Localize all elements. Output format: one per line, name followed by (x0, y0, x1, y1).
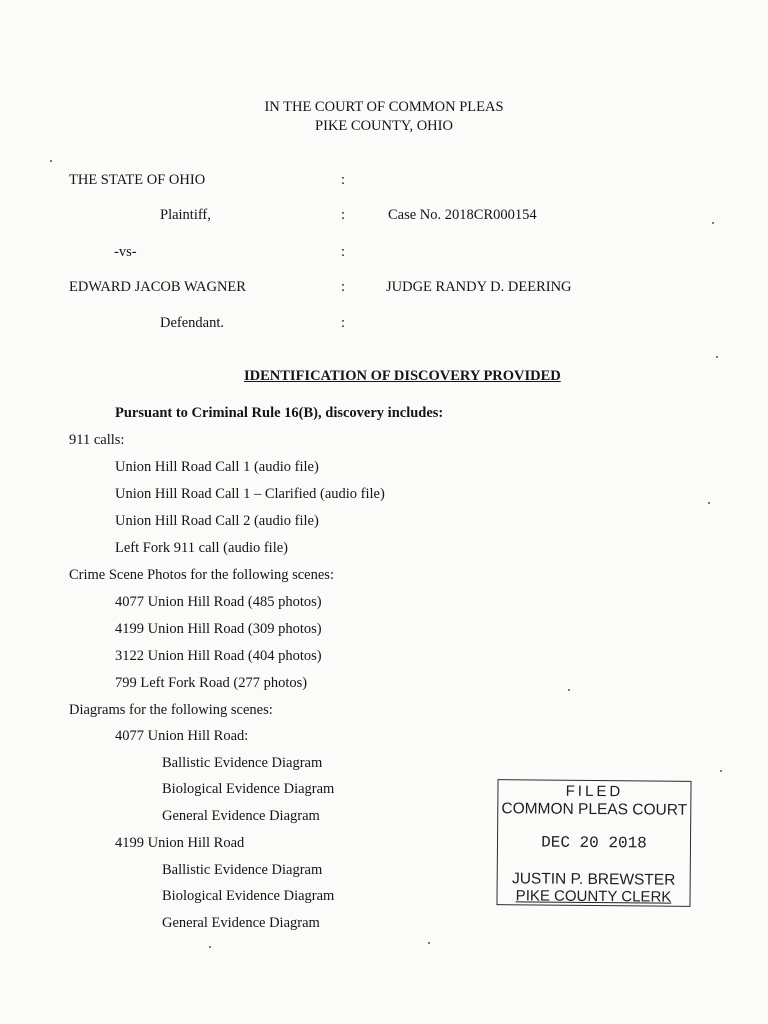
list-item: General Evidence Diagram (162, 808, 320, 824)
scan-speck (568, 689, 570, 691)
list-item: Union Hill Road Call 1 – Clarified (audio file) (115, 486, 385, 502)
scan-speck (712, 222, 714, 224)
scene-label: 4199 Union Hill Road (115, 835, 245, 851)
list-item: Union Hill Road Call 2 (audio file) (115, 513, 319, 529)
scan-speck (209, 946, 211, 948)
scan-speck (50, 160, 52, 162)
list-item: 799 Left Fork Road (277 photos) (115, 675, 308, 691)
scan-speck (720, 770, 722, 772)
plaintiff-role: Plaintiff, (160, 207, 211, 223)
list-item: General Evidence Diagram (162, 915, 320, 931)
filed-stamp (496, 779, 691, 907)
section-heading-calls: 911 calls: (69, 432, 125, 448)
scan-speck (708, 502, 710, 504)
versus-label: -vs- (114, 244, 137, 260)
court-name: IN THE COURT OF COMMON PLEAS (264, 99, 504, 115)
judge-name: JUDGE RANDY D. DEERING (386, 279, 572, 295)
section-heading-diagrams: Diagrams for the following scenes: (69, 702, 273, 718)
stamp-county: PIKE COUNTY CLERK (515, 887, 672, 906)
plaintiff-party: THE STATE OF OHIO (69, 172, 206, 188)
stamp-filed: FILED (565, 782, 624, 801)
list-item: Ballistic Evidence Diagram (162, 862, 323, 878)
section-heading-photos: Crime Scene Photos for the following scenes: (69, 567, 334, 583)
caption-separator: : (341, 172, 346, 188)
list-item: Left Fork 911 call (audio file) (115, 540, 289, 556)
court-county: PIKE COUNTY, OHIO (315, 118, 453, 134)
scan-speck (716, 356, 718, 358)
caption-separator: : (341, 244, 346, 260)
caption-separator: : (341, 315, 346, 331)
list-item: 4199 Union Hill Road (309 photos) (115, 621, 322, 637)
list-item: Ballistic Evidence Diagram (162, 755, 323, 771)
list-item: Union Hill Road Call 1 (audio file) (115, 459, 319, 475)
list-item: Biological Evidence Diagram (162, 888, 335, 904)
intro-text: Pursuant to Criminal Rule 16(B), discovery includes: (115, 405, 444, 421)
stamp-clerk: JUSTIN P. BREWSTER (511, 870, 676, 889)
defendant-party: EDWARD JACOB WAGNER (69, 279, 246, 295)
document-title: IDENTIFICATION OF DISCOVERY PROVIDED (244, 368, 561, 384)
list-item: Biological Evidence Diagram (162, 781, 335, 797)
stamp-date: DEC 20 2018 (541, 833, 647, 853)
case-number: Case No. 2018CR000154 (388, 207, 537, 223)
defendant-role: Defendant. (160, 315, 225, 331)
list-item: 4077 Union Hill Road (485 photos) (115, 594, 322, 610)
list-item: 3122 Union Hill Road (404 photos) (115, 648, 322, 664)
caption-separator: : (341, 279, 346, 295)
scan-speck (428, 942, 430, 944)
stamp-court: COMMON PLEAS COURT (501, 800, 688, 819)
caption-separator: : (341, 207, 346, 223)
scene-label: 4077 Union Hill Road: (115, 728, 249, 744)
